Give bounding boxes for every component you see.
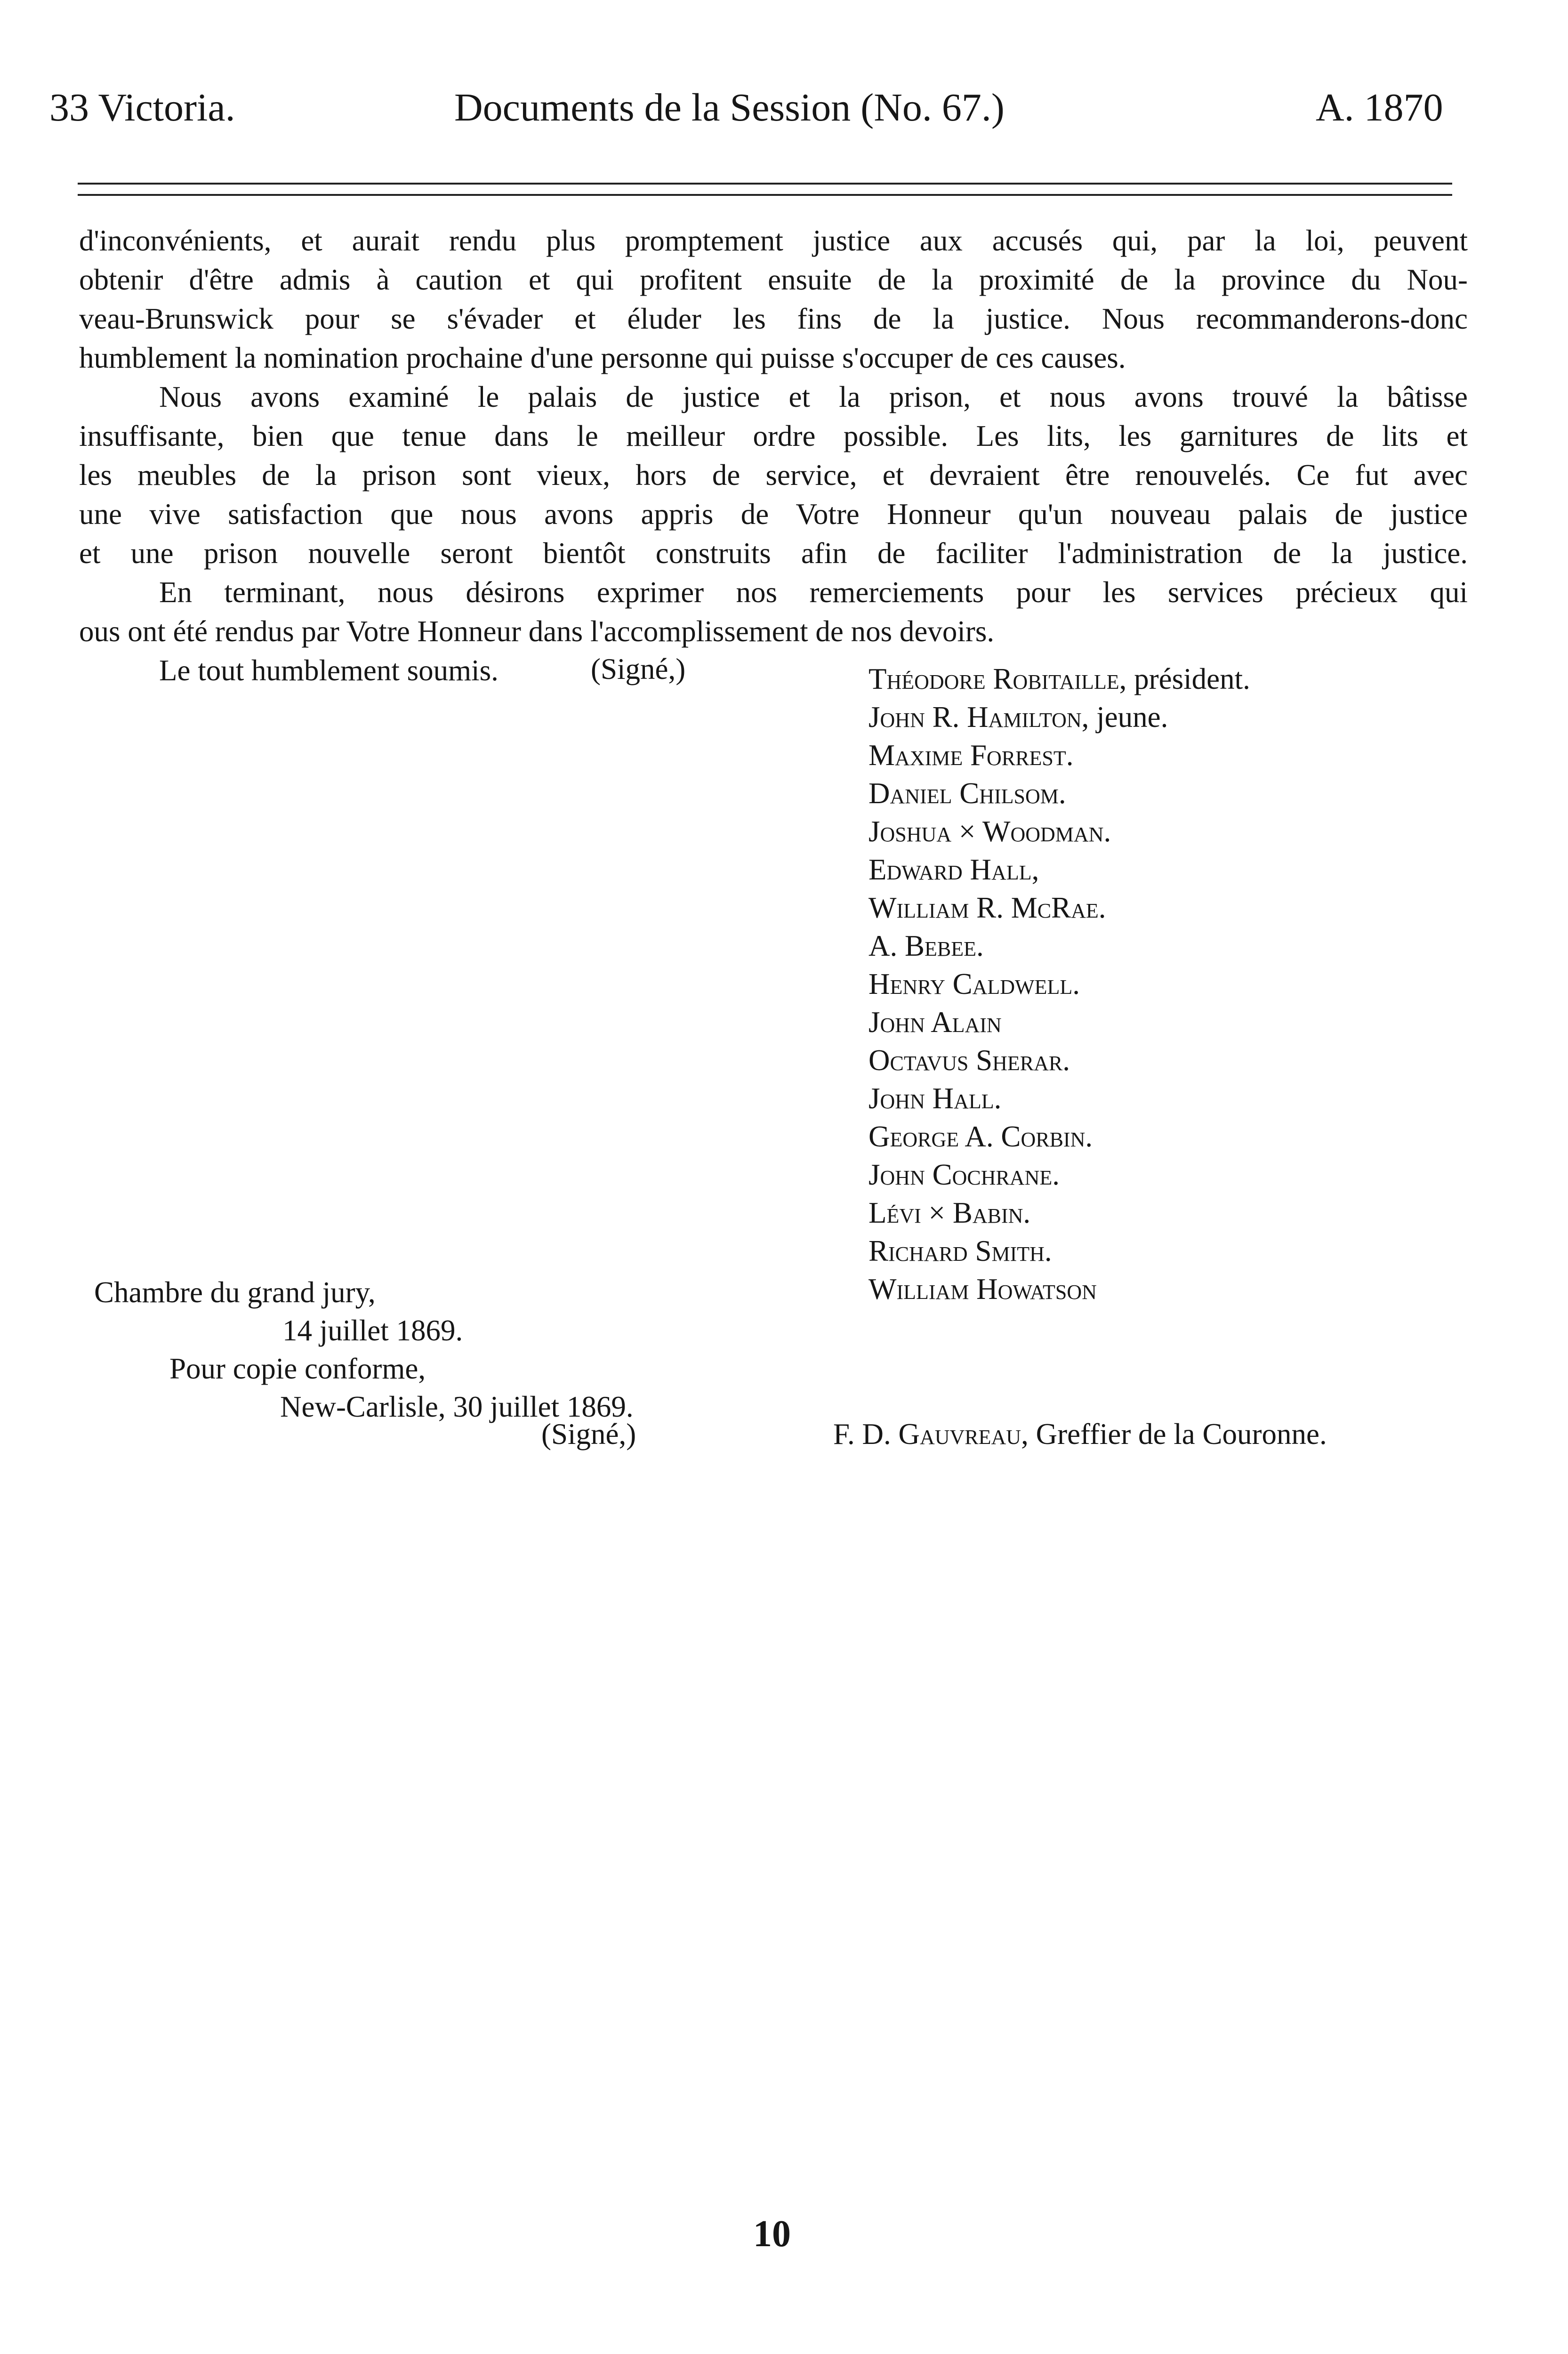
signatory-text: Joshua × Woodman. xyxy=(868,815,1111,848)
signatory-text: Edward Hall, xyxy=(868,853,1039,886)
signatory xyxy=(868,927,1250,965)
copy-line: Pour copie conforme, xyxy=(169,1352,426,1385)
date-line: 14 juillet 1869. xyxy=(282,1314,463,1347)
signatory xyxy=(868,1118,1250,1156)
copy-date-line: New-Carlisle, 30 juillet 1869. xyxy=(280,1390,634,1423)
running-header xyxy=(49,85,1462,141)
signatory-text: jeune. xyxy=(1089,701,1168,734)
signatory-text: A. Bebee. xyxy=(868,929,984,962)
page-number: 10 xyxy=(753,2213,791,2255)
place-line: Chambre du grand jury, xyxy=(94,1276,376,1309)
signatory xyxy=(868,1270,1250,1308)
signatory xyxy=(868,965,1250,1003)
greffier-title: Greffier de la Couronne. xyxy=(1028,1418,1327,1451)
header-rule-top xyxy=(78,183,1452,185)
greffier-signature xyxy=(833,1417,1327,1451)
signatory-text: Lévi × Babin. xyxy=(868,1196,1031,1229)
signatory-text: Maxime Forrest. xyxy=(868,739,1074,772)
signatory-text: John R. Hamilton, xyxy=(868,701,1089,734)
text-line: humblement la nomination prochaine d'une personne qui puisse s'occuper de ces causes. xyxy=(79,341,1126,374)
header-title: Documents de la Session (No. 67.) xyxy=(454,86,1005,129)
signatory xyxy=(868,698,1250,736)
signatory-text: président. xyxy=(1126,662,1250,695)
signatory-text: Henry Caldwell. xyxy=(868,967,1080,1000)
signatory-text: Octavus Sherar. xyxy=(868,1044,1070,1077)
signatory xyxy=(868,736,1250,774)
signatory-text: Richard Smith. xyxy=(868,1234,1052,1267)
signatory-text: John Cochrane. xyxy=(868,1158,1060,1191)
signatory xyxy=(868,1232,1250,1270)
signatory xyxy=(868,1041,1250,1080)
signatory xyxy=(868,1194,1250,1232)
header-rule-bottom xyxy=(78,194,1452,196)
signe-label: (Signé,) xyxy=(591,653,686,685)
signatory xyxy=(868,774,1250,813)
paragraph-3 xyxy=(79,573,1468,651)
text-line: veau-Brunswick pour se s'évader et éluder les fins de la justice. Nous recommanderons-donc xyxy=(79,302,1468,335)
text-line: insuffisante, bien que tenue dans le meilleur ordre possible. Les lits, les garnitures de lits et xyxy=(79,419,1468,452)
body-text xyxy=(79,221,1468,690)
signatory-text: John Alain xyxy=(868,1006,1002,1039)
signatory xyxy=(868,1080,1250,1118)
text-line: Le tout humblement soumis. xyxy=(159,654,499,687)
text-line: et une prison nouvelle seront bientôt construits afin de faciliter l'administration de la justice. xyxy=(79,537,1468,570)
paragraph-2 xyxy=(79,378,1468,573)
place-date-block xyxy=(94,1274,634,1426)
paragraph-4 xyxy=(79,651,1468,690)
signatory-text: George A. Corbin. xyxy=(868,1120,1093,1153)
signatory xyxy=(868,660,1250,698)
signatory-text: Daniel Chilsom. xyxy=(868,777,1066,810)
signatory xyxy=(868,889,1250,927)
signatory-text: Théodore Robitaille, xyxy=(868,662,1127,695)
signatory xyxy=(868,813,1250,851)
signatory-text: John Hall. xyxy=(868,1082,1002,1115)
text-line: ous ont été rendus par Votre Honneur dans l'accomplissement de nos devoirs. xyxy=(79,615,995,648)
header-year: A. 1870 xyxy=(1316,86,1443,129)
signatory-text: William R. McRae. xyxy=(868,891,1106,924)
header-volume: 33 Victoria. xyxy=(49,86,235,129)
signatory xyxy=(868,1003,1250,1041)
signatory-text: William Howatson xyxy=(868,1273,1097,1306)
text-line: obtenir d'être admis à caution et qui profitent ensuite de la proximité de la province du Nou- xyxy=(79,263,1468,296)
signe-label-2: (Signé,) xyxy=(541,1418,636,1451)
text-line: une vive satisfaction que nous avons appris de Votre Honneur qu'un nouveau palais de justice xyxy=(79,498,1468,531)
text-line: Nous avons examiné le palais de justice et la prison, et nous avons trouvé la bâtisse xyxy=(159,380,1468,413)
greffier-name: F. D. Gauvreau, xyxy=(833,1418,1029,1451)
text-line: d'inconvénients, et aurait rendu plus promptement justice aux accusés qui, par la loi, peuvent xyxy=(79,224,1468,257)
paragraph-1 xyxy=(79,221,1468,378)
signatory xyxy=(868,851,1250,889)
signatory xyxy=(868,1156,1250,1194)
signatories-list xyxy=(868,660,1250,1308)
text-line: les meubles de la prison sont vieux, hors de service, et devraient être renouvelés. Ce fut avec xyxy=(79,459,1468,492)
text-line: En terminant, nous désirons exprimer nos remerciements pour les services précieux qui xyxy=(159,576,1468,609)
